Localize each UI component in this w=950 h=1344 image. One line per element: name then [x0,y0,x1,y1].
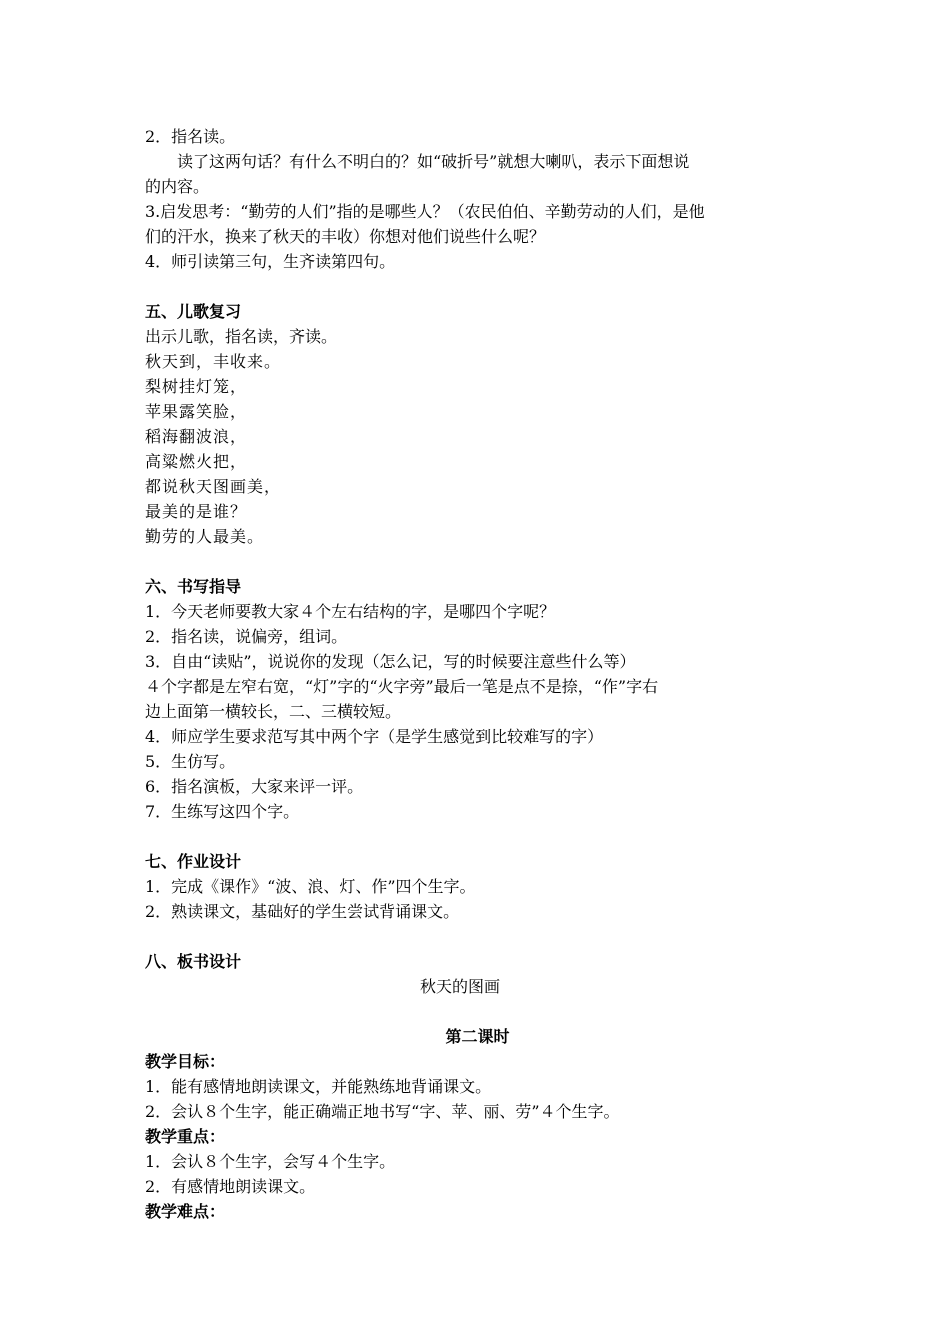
goals-heading: 教学目标： [145,1052,226,1071]
paragraph-line: 出示儿歌，指名读，齐读。 [145,327,338,346]
list-item: 2．熟读课文，基础好的学生尝试背诵课文。 [145,902,460,921]
lesson-title: 第二课时 [445,1027,510,1046]
paragraph-line: 的内容。 [145,177,210,196]
list-item: 2．有感情地朗读课文。 [145,1177,316,1196]
key-points-heading: 教学重点： [145,1127,226,1146]
paragraph-line: 边上面第一横较长，二、三横较短。 [145,702,402,721]
list-item: 2．指名读。 [145,127,236,146]
poem-line: 苹果露笑脸， [145,402,248,421]
section-heading-8: 八、板书设计 [145,952,242,971]
paragraph-line: 读了这两句话？有什么不明白的？如“破折号”就想大喇叭，表示下面想说 [177,152,690,171]
spacer [145,274,810,299]
spacer [145,924,810,949]
list-item: 2．指名读，说偏旁，组词。 [145,627,348,646]
list-item: 3．自由“读贴”，说说你的发现（怎么记，写的时候要注意些什么等） [145,652,636,671]
list-item: 1．今天老师要教大家４个左右结构的字，是哪四个字呢？ [145,602,556,621]
list-item: 1．会认８个生字，会写４个生字。 [145,1152,396,1171]
list-item: 4．师引读第三句，生齐读第四句。 [145,252,396,271]
spacer [145,824,810,849]
poem-line: 梨树挂灯笼， [145,377,248,396]
list-item: 6．指名演板，大家来评一评。 [145,777,364,796]
poem-line: 高粱燃火把， [145,452,248,471]
difficult-points-heading: 教学难点： [145,1202,226,1221]
section-heading-5: 五、儿歌复习 [145,302,242,321]
board-title: 秋天的图画 [420,977,501,996]
poem-line: 都说秋天图画美， [145,477,282,496]
list-item: 7．生练写这四个字。 [145,802,300,821]
list-item: 3.启发思考：“勤劳的人们”指的是哪些人？（农民伯伯、辛勤劳动的人们，是他 [145,202,705,221]
spacer [145,999,810,1024]
section-heading-7: 七、作业设计 [145,852,242,871]
spacer [145,549,810,574]
list-item: 4．师应学生要求范写其中两个字（是学生感觉到比较难写的字） [145,727,604,746]
list-item: 2．会认８个生字，能正确端正地书写“字、苹、丽、劳”４个生字。 [145,1102,620,1121]
list-item: 1．能有感情地朗读课文，并能熟练地背诵课文。 [145,1077,492,1096]
poem-line: 最美的是谁？ [145,502,248,521]
list-item: 1．完成《课作》“波、浪、灯、作”四个生字。 [145,877,476,896]
paragraph-line: ４个字都是左窄右宽，“灯”字的“火字旁”最后一笔是点不是捺，“作”字右 [145,677,659,696]
poem-line: 稻海翻波浪， [145,427,248,446]
poem-line: 勤劳的人最美。 [145,527,265,546]
document-page [145,124,810,1224]
poem-line: 秋天到，丰收来。 [145,352,282,371]
list-item: 5．生仿写。 [145,752,236,771]
section-heading-6: 六、书写指导 [145,577,242,596]
paragraph-line: 们的汗水，换来了秋天的丰收）你想对他们说些什么呢？ [145,227,546,246]
